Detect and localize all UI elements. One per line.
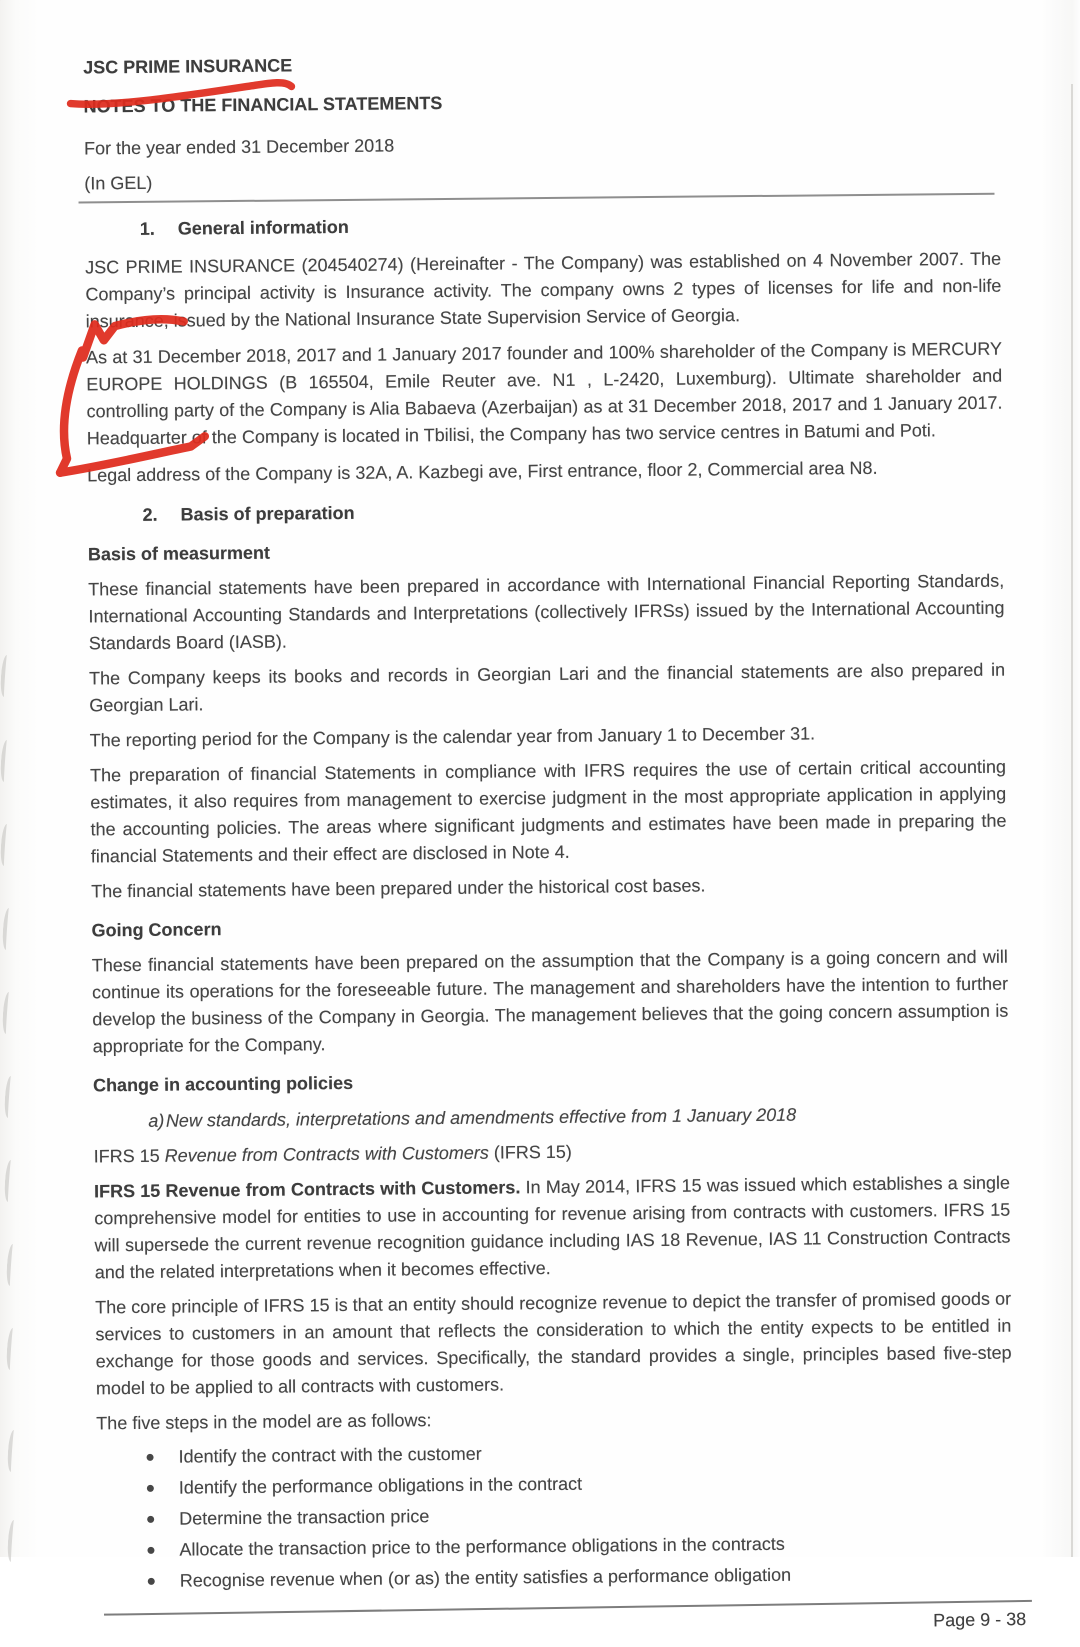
section-2-heading <box>87 494 1003 530</box>
section-1-heading <box>85 208 1001 244</box>
paragraph-shareholder: As at 31 December 2018, 2017 and 1 January 2017 founder and 100% shareholder of the Company is MERCURY EUROPE HOLDINGS (B 165504, Emile Reuter ave. N1 , L-2420, Luxemburg). Ultimate shareholder and controlling party of the Company is Alia Babaeva (Azerbaijan) as at 31 December 2018, 2017 and 1 January 2017. Headquarter of the Company is located in Tbilisi, the Company has two service centres in Batumi and Poti. <box>85 338 1003 449</box>
currency-note: (In GEL) <box>84 172 153 194</box>
going-concern-heading: Going Concern <box>91 919 222 941</box>
list-item <box>97 1498 1013 1534</box>
page-number: Page 9 - 38 <box>932 1609 1027 1631</box>
page-footer <box>98 1600 1027 1647</box>
list-item <box>98 1560 1014 1596</box>
document-content <box>83 46 1027 1645</box>
section-1-number: 1. <box>139 218 155 239</box>
ifrs15-bold-lead: IFRS 15 Revenue from Contracts with Customers. <box>93 1177 521 1202</box>
change-in-policies-heading: Change in accounting policies <box>92 1072 354 1096</box>
section-2-title: Basis of preparation <box>180 502 355 525</box>
binding-mark <box>4 1076 16 1119</box>
list-item-text: Recognise revenue when (or as) the entity satisfies a performance obligation <box>179 1564 792 1591</box>
item-a-label: a) <box>148 1110 165 1131</box>
list-item-text: Identify the performance obligations in the contract <box>178 1473 583 1498</box>
paragraph-judgments: The preparation of financial Statements in compliance with IFRS requires the use of certain critical accounting estimates, it also requires from management to exercise judgment in the most appropriate application in applying the accounting policies. The areas where significant judgments and estimates have been made in preparing the financial Statements and their effect are disclosed in Note 4. <box>89 756 1007 867</box>
paragraph-ifrs15-intro <box>94 1170 1011 1287</box>
paragraph-legal-address: Legal address of the Company is 32A, A. Kazbegi ave, First entrance, floor 2, Commercial area N8. <box>87 457 878 486</box>
binding-mark <box>6 1244 18 1287</box>
section-1-title: General information <box>177 216 349 239</box>
scan-corner-fold-line <box>0 0 44 2</box>
list-item <box>96 1436 1012 1472</box>
five-steps-list <box>96 1436 1013 1596</box>
list-item-text: Allocate the transaction price to the performance obligations in the contracts <box>179 1533 785 1560</box>
bullet-icon <box>148 1578 155 1585</box>
binding-mark <box>0 655 11 698</box>
bullet-icon <box>147 1516 154 1523</box>
list-item <box>97 1467 1013 1503</box>
binding-mark <box>6 1328 18 1371</box>
document-title: NOTES TO THE FINANCIAL STATEMENTS <box>83 93 443 117</box>
binding-mark <box>7 1430 19 1473</box>
reporting-period: For the year ended 31 December 2018 <box>83 135 395 159</box>
binding-mark <box>0 740 11 783</box>
list-item-text: Determine the transaction price <box>179 1506 430 1529</box>
binding-mark <box>2 992 14 1035</box>
paragraph-georgian-lari: The Company keeps its books and records in Georgian Lari and the financial statements are also prepared in Georgian Lari. <box>89 659 1006 716</box>
binding-mark <box>4 1160 16 1203</box>
ifrs15-title-line <box>94 1135 1010 1171</box>
basis-of-measurement-heading: Basis of measurment <box>87 542 271 565</box>
ifrs15-rest: In May 2014, IFRS 15 was issued which establishes a single comprehensive model for entities to use in accounting for revenue arising from contracts with customers. IFRS 15 will supersede the current revenue recognition guidance including IAS 18 Revenue, IAS 11 Construction Contracts and the related interpretations when it becomes effective. <box>94 1172 1011 1283</box>
bullet-icon <box>147 1485 154 1492</box>
section-2-number: 2. <box>142 504 158 525</box>
binding-mark <box>7 1520 19 1563</box>
paragraph-historical-cost: The financial statements have been prepared under the historical cost bases. <box>91 875 706 902</box>
binding-mark <box>2 908 14 951</box>
item-a-text: New standards, interpretations and amendments effective from 1 January 2018 <box>165 1104 797 1131</box>
paragraph-core-principle: The core principle of IFRS 15 is that an entity should recognize revenue to depict the transfer of promised goods or services to customers in an amount that reflects the consideration to which the entity expects to be entitled in exchange for those goods and services. Specifically, the standard provides a single, principles based five-step model to be applied to all contracts with customers. <box>95 1288 1012 1399</box>
paragraph-ifrs-basis: These financial statements have been prepared in accordance with International Financial Reporting Standards, International Accounting Standards and Interpretations (collectively IFRSs) issued by the International Accounting Standards Board (IASB). <box>88 570 1005 654</box>
list-item <box>97 1529 1013 1565</box>
bullet-icon <box>147 1547 154 1554</box>
ifrs15-italic-title: Revenue from Contracts with Customers <box>164 1142 489 1166</box>
page-edge-shadow <box>1071 84 1073 1557</box>
paragraph-going-concern: These financial statements have been prepared on the assumption that the Company is a going concern and will continue its operations for the foreseeable future. The management and shareholders have the intention to further develop the business of the Company in Georgia. The management believes that the going concern assumption is appropriate for the Company. <box>91 946 1009 1057</box>
company-name: JSC PRIME INSURANCE <box>83 55 293 78</box>
list-item-text: Identify the contract with the customer <box>178 1443 482 1467</box>
paragraph-reporting-period: The reporting period for the Company is the calendar year from January 1 to December 31. <box>89 723 816 751</box>
ifrs15-prefix: IFRS 15 <box>93 1145 165 1167</box>
paragraph-five-steps-intro: The five steps in the model are as follows: <box>96 1410 432 1434</box>
binding-mark <box>0 824 11 867</box>
item-a-new-standards <box>93 1100 1009 1136</box>
bullet-icon <box>147 1454 154 1461</box>
ifrs15-suffix: (IFRS 15) <box>488 1141 572 1163</box>
paragraph-general-1: JSC PRIME INSURANCE (204540274) (Hereinafter - The Company) was established on 4 November 2007. The Company’s principal activity is Insurance activity. The company owns 2 types of licenses for life and non-life insurance, issued by the National Insurance State Supervision Service of Georgia. <box>85 248 1002 332</box>
